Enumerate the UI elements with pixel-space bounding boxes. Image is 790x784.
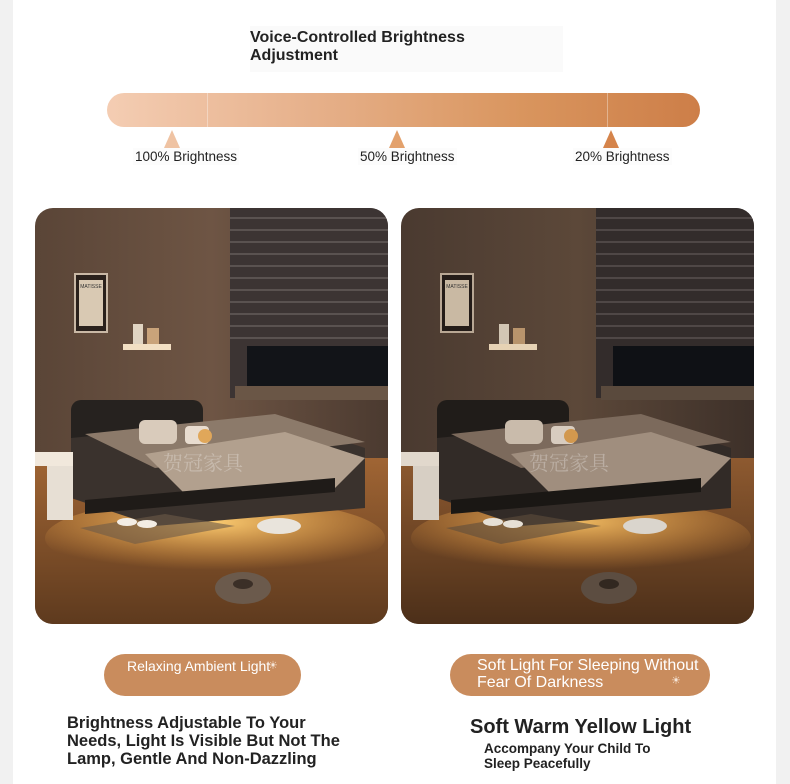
bedroom-photo-soft bbox=[401, 208, 754, 624]
watermark-text: 贺冠家具 bbox=[163, 453, 243, 475]
watermark-text: 贺冠家具 bbox=[529, 453, 609, 475]
brightness-marker-100 bbox=[164, 130, 180, 148]
product-page bbox=[13, 0, 776, 784]
bedroom-illustration bbox=[401, 208, 754, 624]
feature-heading: Soft Warm Yellow Light bbox=[470, 716, 692, 738]
feature-subheading: Accompany Your Child To Sleep Peacefully bbox=[484, 741, 651, 771]
brightness-label-50: 50% Brightness bbox=[360, 149, 455, 164]
bar-divider bbox=[607, 93, 608, 127]
feature-badge-ambient bbox=[104, 654, 301, 696]
lamp-icon: ☀ bbox=[671, 675, 681, 687]
badge-label: Soft Light For Sleeping Without Fear Of Darkness bbox=[477, 657, 699, 691]
bedroom-illustration bbox=[35, 208, 388, 624]
brightness-gradient-bar bbox=[107, 93, 700, 127]
bar-divider bbox=[207, 93, 208, 127]
feature-description: Brightness Adjustable To Your Needs, Light Is Visible But Not The Lamp, Gentle And Non-Dazzling bbox=[67, 714, 340, 768]
lamp-icon: ☀ bbox=[268, 660, 278, 672]
brightness-label-100: 100% Brightness bbox=[135, 149, 238, 164]
poster-text: MATISSE bbox=[446, 284, 468, 290]
feature-badge-sleep bbox=[450, 654, 710, 696]
badge-label: Relaxing Ambient Light bbox=[127, 658, 271, 674]
page-title: Voice-Controlled Brightness Adjustment bbox=[250, 29, 465, 64]
brightness-label-20: 20% Brightness bbox=[575, 149, 670, 164]
bedroom-photo-bright bbox=[35, 208, 388, 624]
brightness-marker-20 bbox=[603, 130, 619, 148]
brightness-marker-50 bbox=[389, 130, 405, 148]
poster-text: MATISSE bbox=[80, 284, 102, 290]
